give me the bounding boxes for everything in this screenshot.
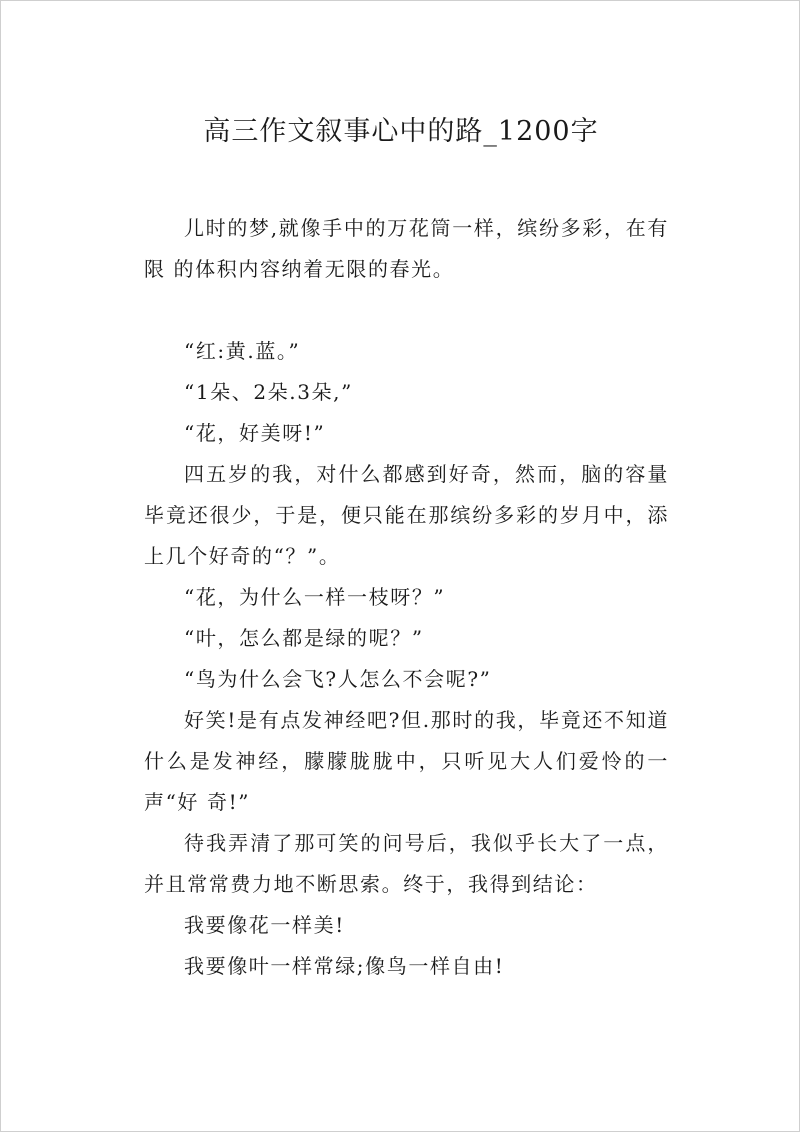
paragraph-7: “叶，怎么都是绿的呢？” bbox=[184, 626, 424, 650]
paragraph-11: 我要像花一样美! bbox=[184, 913, 345, 937]
paragraph-2: “红:黄.蓝。” bbox=[184, 339, 301, 363]
paragraph-10: 待我弄清了那可笑的问号后，我似乎长大了一点，并且常常费力地不断思索。终于，我得到结论： bbox=[144, 831, 669, 896]
paragraph-9: 好笑!是有点发神经吧?但.那时的我，毕竟还不知道什么是发神经，朦朦胧胧中，只听见大人们爱怜的一声“好 奇!” bbox=[144, 708, 669, 814]
paragraph-6: “花，为什么一样一枝呀？” bbox=[184, 585, 446, 609]
document-body bbox=[144, 208, 669, 987]
document-title: 高三作文叙事心中的路_1200字 bbox=[203, 116, 599, 147]
paragraph-12: 我要像叶一样常绿;像鸟一样自由! bbox=[184, 954, 505, 978]
paragraph-1: 儿时的梦,就像手中的万花筒一样，缤纷多彩，在有限 的体积内容纳着无限的春光。 bbox=[144, 216, 669, 281]
paragraph-8: “鸟为什么会飞?人怎么不会呢?” bbox=[184, 667, 492, 691]
paragraph-spacer bbox=[144, 290, 669, 331]
paragraph-4: “花，好美呀!” bbox=[184, 421, 326, 445]
paragraph-3: “1朵、2朵.3朵,” bbox=[184, 380, 353, 404]
paragraph-5: 四五岁的我，对什么都感到好奇，然而，脑的容量毕竟还很少，于是，便只能在那缤纷多彩的岁月中，添上几个好奇的“？”。 bbox=[144, 462, 669, 568]
